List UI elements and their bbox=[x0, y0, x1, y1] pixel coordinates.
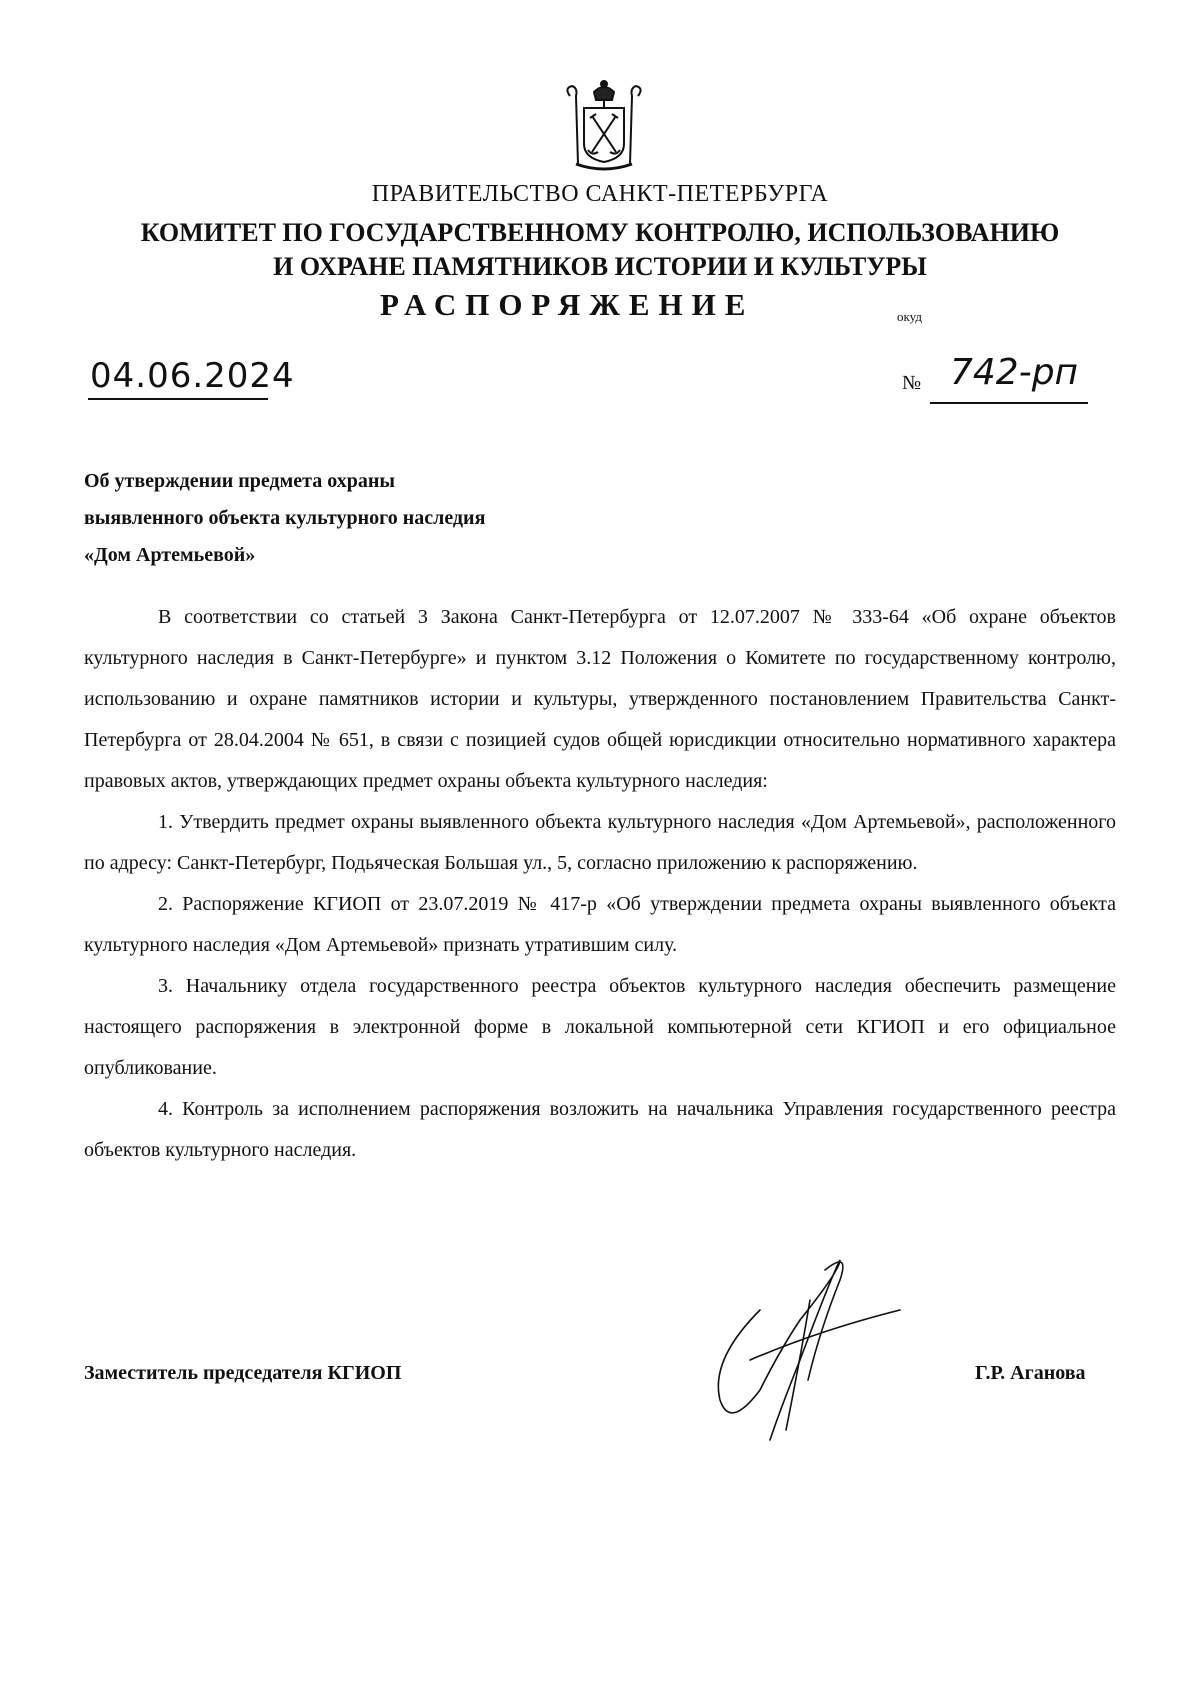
committee-name-line2: И ОХРАНЕ ПАМЯТНИКОВ ИСТОРИИ И КУЛЬТУРЫ bbox=[273, 252, 927, 281]
clause-paragraph: 4. Контроль за исполнением распоряжения возложить на начальника Управления государственного реестра объектов культурного наследия. bbox=[84, 1098, 1116, 1161]
clause-paragraph: 1. Утвердить предмет охраны выявленного объекта культурного наследия «Дом Артемьевой», расположенного по адресу: Санкт-Петербург, Подьяческая Большая ул., 5, согласно приложению к распоряжению. bbox=[84, 811, 1116, 874]
subject-line: «Дом Артемьевой» bbox=[84, 544, 256, 566]
document-subject bbox=[84, 463, 485, 574]
preamble-paragraph: В соответствии со статьей 3 Закона Санкт-Петербурга от 12.07.2007 № 333-64 «Об охране объектов культурного наследия в Санкт-Петербурге» и пунктом 3.12 Положения о Комитете по государственному контролю, использованию и охране памятников истории и культуры, утвержденного постановлением Правительства Санкт-Петербурга от 28.04.2004 № 651, в связи с позицией судов общей юрисдикции относительно нормативного характера правовых актов, утверждающих предмет охраны объекта культурного наследия: bbox=[84, 606, 1116, 792]
date-underline bbox=[88, 398, 268, 400]
committee-name-line1: КОМИТЕТ ПО ГОСУДАРСТВЕННОМУ КОНТРОЛЮ, ИСПОЛЬЗОВАНИЮ bbox=[140, 218, 1060, 247]
subject-line: Об утверждении предмета охраны bbox=[84, 470, 395, 492]
okud-label: окуд bbox=[897, 309, 922, 324]
document-date: 04.06.2024 bbox=[90, 356, 295, 396]
clause-paragraph: 2. Распоряжение КГИОП от 23.07.2019 № 417-р «Об утверждении предмета охраны выявленного объекта культурного наследия «Дом Артемьевой» признать утратившим силу. bbox=[84, 893, 1116, 956]
number-sign: № bbox=[902, 372, 922, 394]
signatory-role: Заместитель председателя КГИОП bbox=[84, 1362, 402, 1384]
document-number: 742-рп bbox=[950, 352, 1079, 393]
st-petersburg-coat-of-arms-icon bbox=[560, 78, 648, 174]
subject-line: выявленного объекта культурного наследия bbox=[84, 507, 486, 529]
government-name: ПРАВИТЕЛЬСТВО САНКТ-ПЕТЕРБУРГА bbox=[371, 181, 829, 207]
handwritten-signature bbox=[690, 1240, 930, 1460]
document-body bbox=[84, 597, 1116, 1171]
document-type: РАСПОРЯЖЕНИЕ bbox=[380, 287, 755, 322]
number-underline bbox=[930, 402, 1088, 404]
clause-paragraph: 3. Начальнику отдела государственного реестра объектов культурного наследия обеспечить размещение настоящего распоряжения в электронной форме в локальной компьютерной сети КГИОП и его официальное опубликование. bbox=[84, 975, 1116, 1079]
signatory-name: Г.Р. Аганова bbox=[975, 1362, 1086, 1384]
